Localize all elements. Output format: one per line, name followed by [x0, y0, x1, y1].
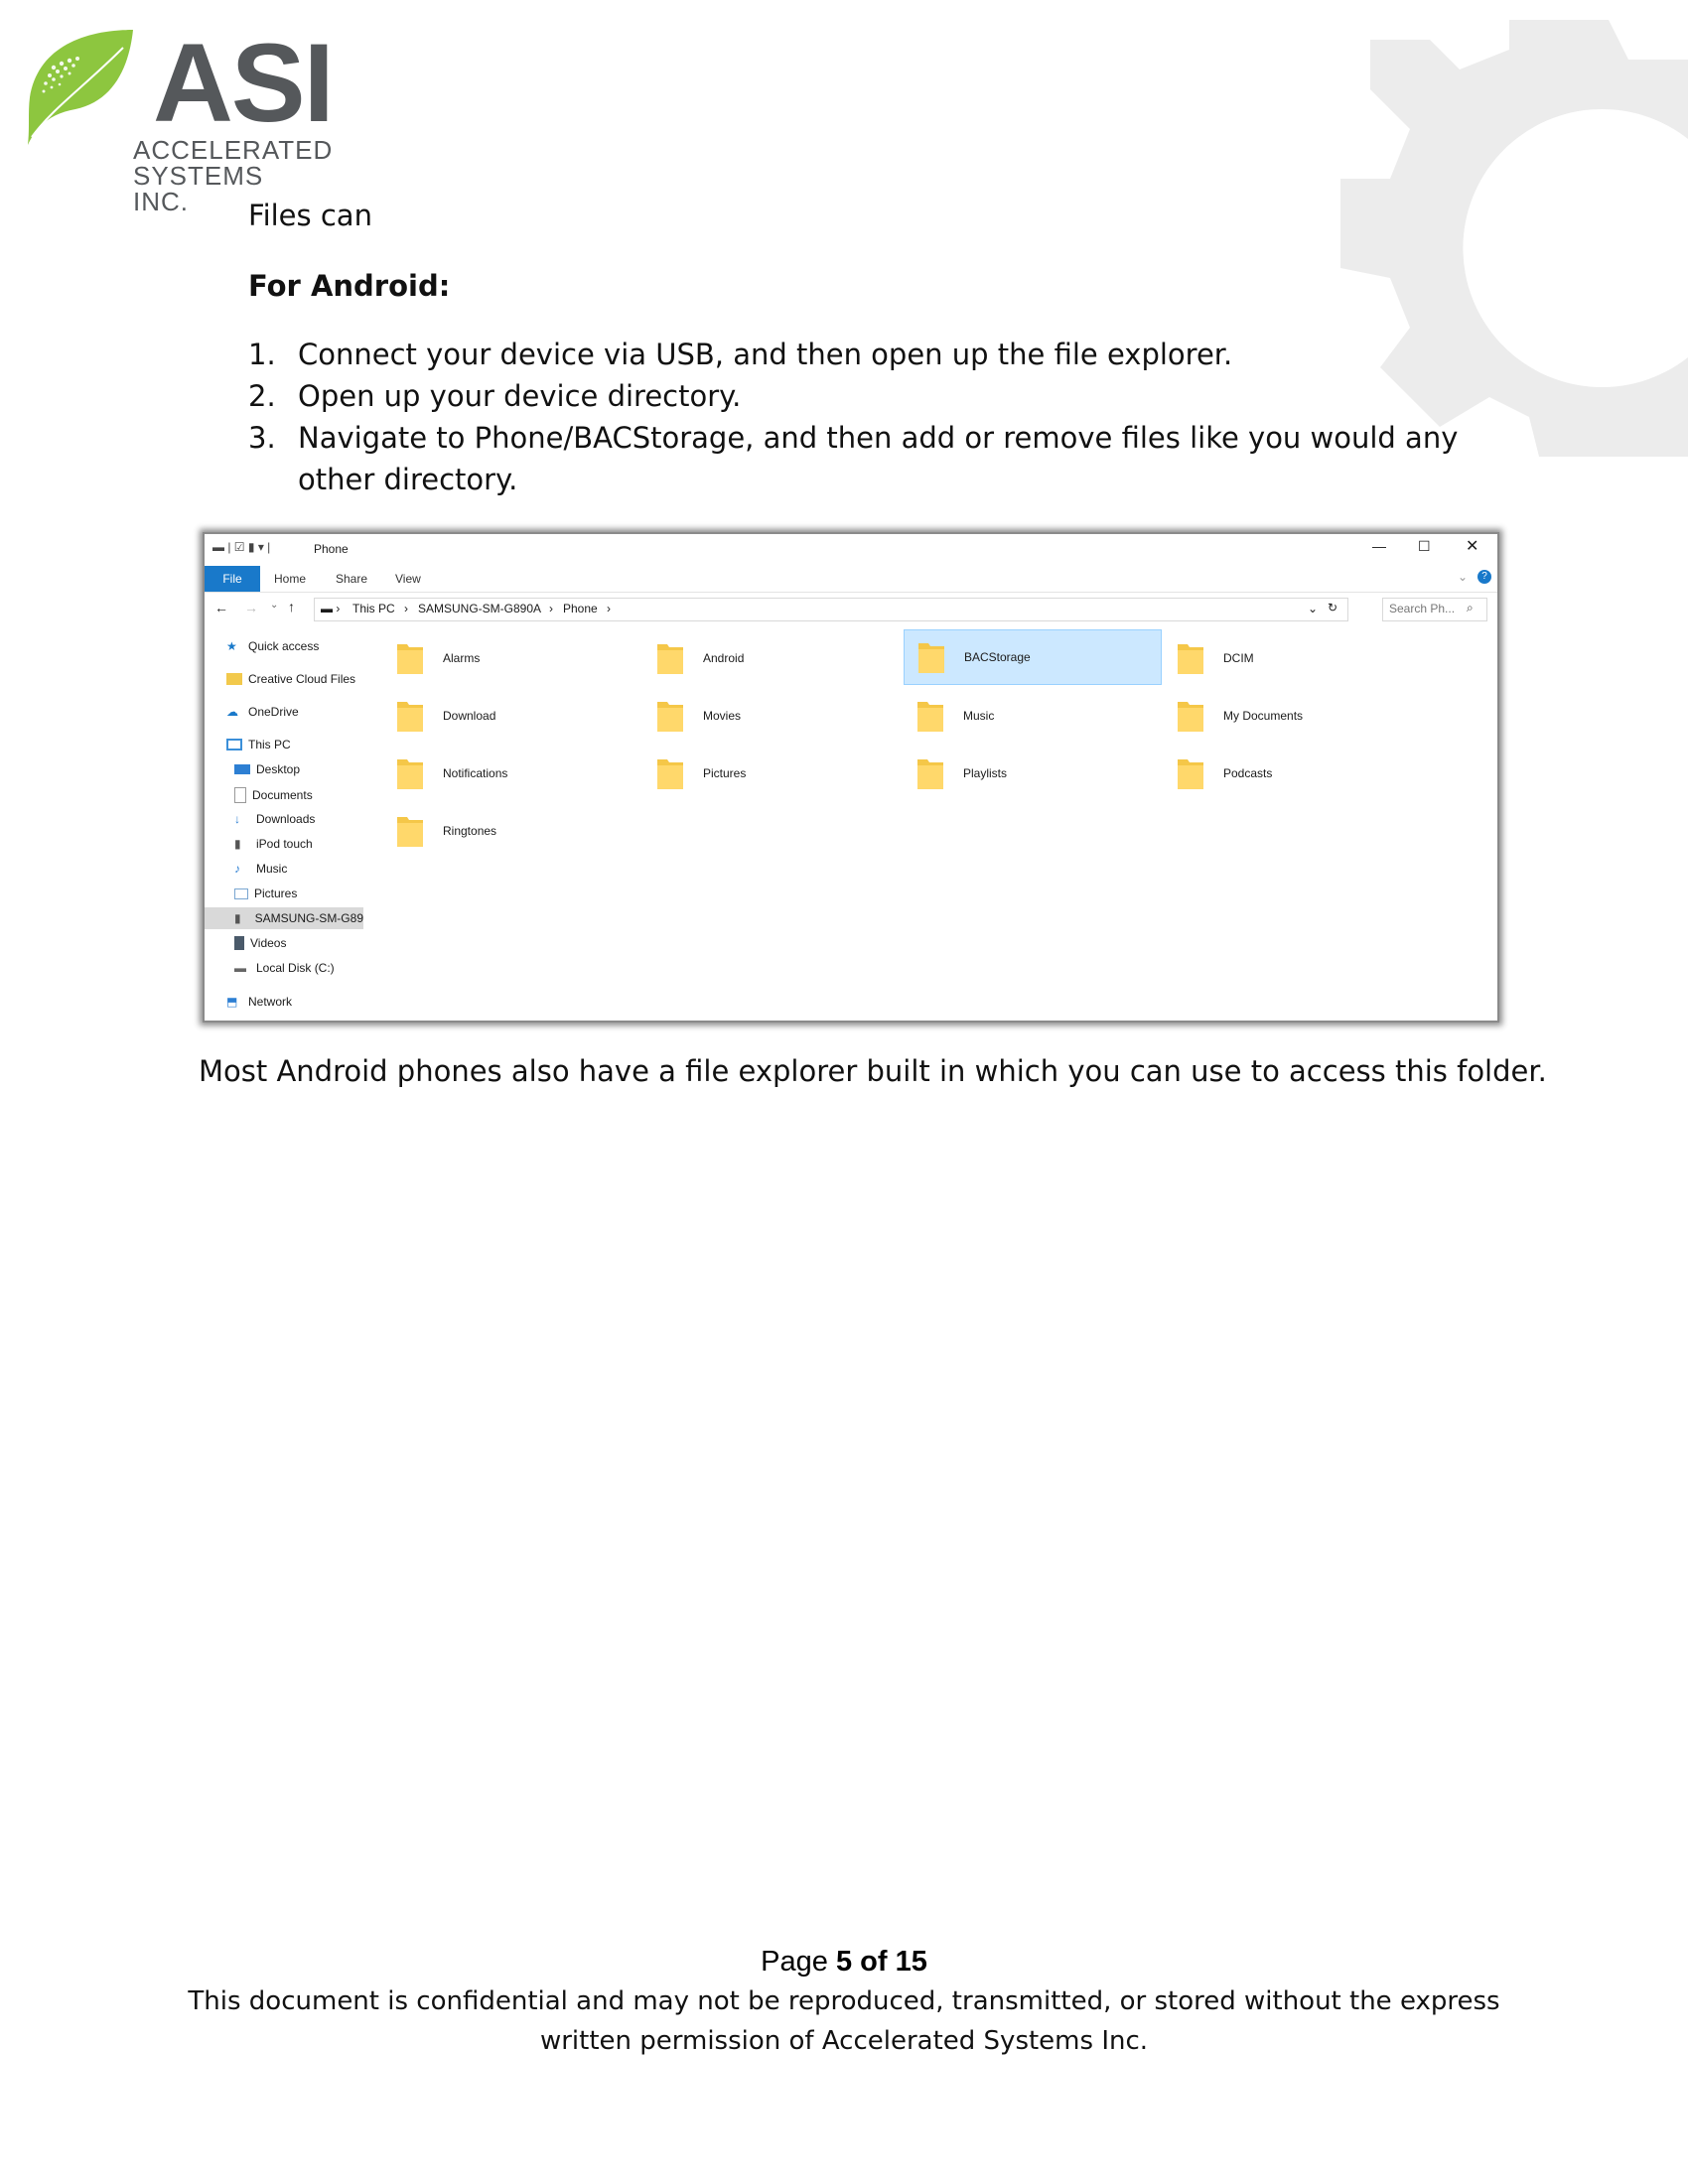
title-bar [205, 534, 1497, 564]
list-item: 1. Connect your device via USB, and then open up the file explorer. [248, 338, 1233, 371]
leaf-icon [24, 28, 133, 147]
download-arrow-icon: ↓ [234, 812, 240, 826]
navigation-pane [205, 629, 363, 1021]
folder-icon [395, 640, 425, 676]
cloud-icon: ☁ [226, 705, 238, 719]
forward-arrow-icon[interactable]: → [244, 600, 258, 615]
nav-item-pictures[interactable]: Pictures [234, 887, 297, 900]
recent-dropdown-icon[interactable]: ⌄ [270, 600, 279, 611]
network-icon: ⬒ [226, 995, 238, 1009]
nav-item-samsung[interactable]: ▮ SAMSUNG-SM-G89 [205, 907, 363, 929]
steps-list [248, 334, 1479, 500]
nav-item-creative-cloud[interactable]: Creative Cloud Files [226, 672, 355, 686]
nav-item-this-pc[interactable]: This PC [226, 738, 291, 751]
device-icon: ▮ [234, 837, 241, 851]
logo-line-1: ACCELERATED [133, 135, 334, 165]
picture-icon [234, 888, 248, 899]
folder-icon [915, 698, 945, 734]
folder-pictures[interactable]: Pictures [643, 747, 900, 800]
folder-playlists[interactable]: Playlists [904, 747, 1160, 800]
tab-view[interactable]: View [395, 572, 421, 586]
disk-icon: ▬ [234, 961, 246, 975]
nav-item-local-disk[interactable]: ▬ Local Disk (C:) [234, 961, 335, 975]
breadcrumb-device[interactable]: SAMSUNG-SM-G890A [418, 602, 542, 615]
folder-icon [1176, 640, 1205, 676]
folder-icon [395, 755, 425, 791]
breadcrumb-phone[interactable]: Phone [563, 602, 598, 615]
address-row [205, 594, 1497, 625]
logo-wordmark: ASI [153, 21, 333, 145]
folder-icon [655, 640, 685, 676]
maximize-icon[interactable]: ☐ [1418, 538, 1431, 554]
document-icon [234, 787, 246, 803]
logo-line-2: SYSTEMS INC. [133, 161, 264, 216]
folder-podcasts[interactable]: Podcasts [1164, 747, 1420, 800]
search-input[interactable]: Search Ph... ⌕ [1382, 598, 1487, 621]
nav-item-videos[interactable]: Videos [234, 936, 286, 950]
section-heading: For Android: [248, 269, 451, 303]
computer-icon [226, 739, 242, 751]
folder-my-documents[interactable]: My Documents [1164, 689, 1420, 743]
close-icon[interactable]: ✕ [1466, 538, 1479, 555]
list-item: 2. Open up your device directory. [248, 379, 742, 414]
folder-icon [915, 755, 945, 791]
help-icon[interactable]: ? [1477, 570, 1491, 584]
folder-icon [916, 639, 946, 675]
folder-bacstorage[interactable]: BACStorage [904, 629, 1162, 685]
closing-paragraph: Most Android phones also have a file explorer built in which you can use to access this folder. [199, 1054, 1547, 1088]
nav-item-music[interactable]: ♪ Music [234, 862, 288, 876]
minimize-icon[interactable]: — [1372, 538, 1386, 554]
folder-dcim[interactable]: DCIM [1164, 631, 1420, 685]
folder-android[interactable]: Android [643, 631, 900, 685]
tab-share[interactable]: Share [336, 572, 368, 586]
address-dropdown-icon[interactable]: ⌄ [1308, 602, 1319, 615]
intro-text: Files can [248, 199, 372, 232]
folder-icon [395, 813, 425, 849]
search-icon: ⌕ [1467, 601, 1474, 614]
tab-home[interactable]: Home [274, 572, 307, 586]
folder-icon [655, 698, 685, 734]
tab-file[interactable]: File [205, 566, 260, 592]
company-logo [24, 21, 334, 216]
window-title: Phone [314, 542, 349, 556]
nav-item-ipod[interactable]: ▮ iPod touch [234, 837, 313, 851]
folder-notifications[interactable]: Notifications [383, 747, 639, 800]
folder-icon [1176, 698, 1205, 734]
nav-item-desktop[interactable]: Desktop [234, 762, 300, 776]
chevron-down-icon[interactable]: ⌄ [1458, 570, 1469, 584]
quick-toolbar-icon: ▬ | ☑ ▮ ▾ | [212, 540, 271, 554]
nav-item-documents[interactable]: Documents [234, 787, 313, 803]
nav-item-network[interactable]: ⬒ Network [226, 995, 293, 1009]
refresh-icon[interactable]: ↻ [1328, 601, 1338, 614]
breadcrumb-this-pc[interactable]: This PC [352, 602, 395, 615]
back-arrow-icon[interactable]: ← [214, 600, 228, 615]
device-icon: ▮ [234, 911, 241, 925]
video-icon [234, 936, 244, 950]
folder-ringtones[interactable]: Ringtones [383, 804, 639, 858]
page-number: Page 5 of 15 [761, 1946, 927, 1978]
folder-icon [655, 755, 685, 791]
folder-icon [1176, 755, 1205, 791]
creative-cloud-icon [226, 673, 242, 685]
list-item: 3. Navigate to Phone/BACStorage, and then add or remove files like you would any other directory. [248, 421, 1459, 497]
up-arrow-icon[interactable]: ↑ [288, 599, 295, 614]
folder-icon [395, 698, 425, 734]
file-explorer-screenshot [203, 532, 1499, 1023]
nav-item-downloads[interactable]: ↓ Downloads [234, 812, 316, 826]
address-bar[interactable]: ▬ › This PC › SAMSUNG-SM-G890A › Phone › ⌄ ↻ [314, 598, 1348, 621]
folder-movies[interactable]: Movies [643, 689, 900, 743]
folder-grid [383, 629, 1485, 1021]
folder-download[interactable]: Download [383, 689, 639, 743]
desktop-icon [234, 764, 250, 774]
nav-item-quick-access[interactable]: ★ Quick access [226, 639, 320, 653]
star-icon: ★ [226, 639, 237, 653]
music-note-icon: ♪ [234, 862, 240, 876]
folder-music[interactable]: Music [904, 689, 1160, 743]
nav-item-onedrive[interactable]: ☁ OneDrive [226, 705, 299, 719]
confidentiality-notice: This document is confidential and may not be reproduced, transmitted, or stored without the express written permission of Accelerated Systems Inc. [188, 1986, 1500, 2057]
ribbon-tabs [205, 566, 1497, 593]
folder-alarms[interactable]: Alarms [383, 631, 639, 685]
drive-icon: ▬ › [321, 602, 341, 615]
